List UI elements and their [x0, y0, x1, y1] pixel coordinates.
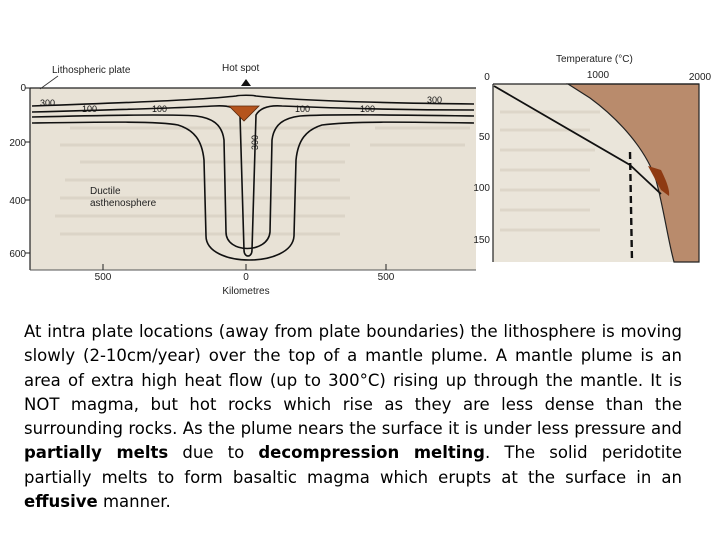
hotspot-marker-icon — [241, 79, 251, 86]
caption-text: . The solid peridotite partially melts to form basaltic magma which erupts at the surface in an — [24, 443, 682, 487]
lithospheric-plate-label: Lithospheric plate — [52, 65, 131, 76]
contour-label: 100 — [360, 104, 376, 114]
asthenosphere-label-line2: asthenosphere — [90, 198, 157, 209]
left-x-tick: 500 — [377, 272, 395, 283]
left-y-tick: 0 — [20, 83, 26, 94]
contour-label: 100 — [82, 104, 98, 114]
right-y-tick: 100 — [473, 183, 490, 194]
left-diagram — [9, 63, 476, 297]
contour-label: 100 — [295, 104, 311, 114]
left-x-axis-title: Kilometres — [222, 286, 270, 297]
caption-paragraph — [24, 320, 682, 514]
caption-bold-decompression-melting: decompression melting — [258, 443, 485, 463]
left-y-tick: 200 — [9, 138, 26, 149]
right-x-tick: 1000 — [586, 70, 610, 81]
caption-bold-partially-melts: partially melts — [24, 443, 169, 463]
left-y-tick: 400 — [9, 196, 26, 207]
left-x-tick: 500 — [94, 272, 112, 283]
contour-label: 300 — [40, 98, 56, 108]
right-x-tick: 2000 — [688, 72, 712, 83]
caption-bold-effusive: effusive — [24, 492, 98, 512]
right-y-tick: 50 — [478, 132, 490, 143]
contour-label-vertical: 300 — [250, 134, 260, 150]
caption-text: manner. — [97, 492, 171, 512]
temperature-axis-title: Temperature (°C) — [556, 54, 633, 65]
left-x-tick: 0 — [243, 272, 249, 283]
caption-text: due to — [168, 443, 259, 463]
right-diagram — [473, 54, 711, 262]
contour-label: 300 — [427, 95, 443, 105]
hotspot-label: Hot spot — [222, 63, 260, 74]
contour-label: 100 — [152, 104, 168, 114]
left-y-tick: 600 — [9, 249, 26, 260]
asthenosphere-label-line1: Ductile — [90, 186, 121, 197]
caption-text: At intra plate locations (away from plate boundaries) the lithosphere is moving slowly (2-10cm/year) over the top of a mantle plume. A mantle plume is an area of extra high heat flow (up to 300°C) rising up through the mantle. It is NOT magma, but hot rocks which rise as they are less dense than the surrounding rocks. As the plume nears the surface it is under less pressure and — [24, 322, 682, 439]
right-x-tick: 0 — [484, 72, 490, 83]
right-y-tick: 150 — [473, 235, 490, 246]
